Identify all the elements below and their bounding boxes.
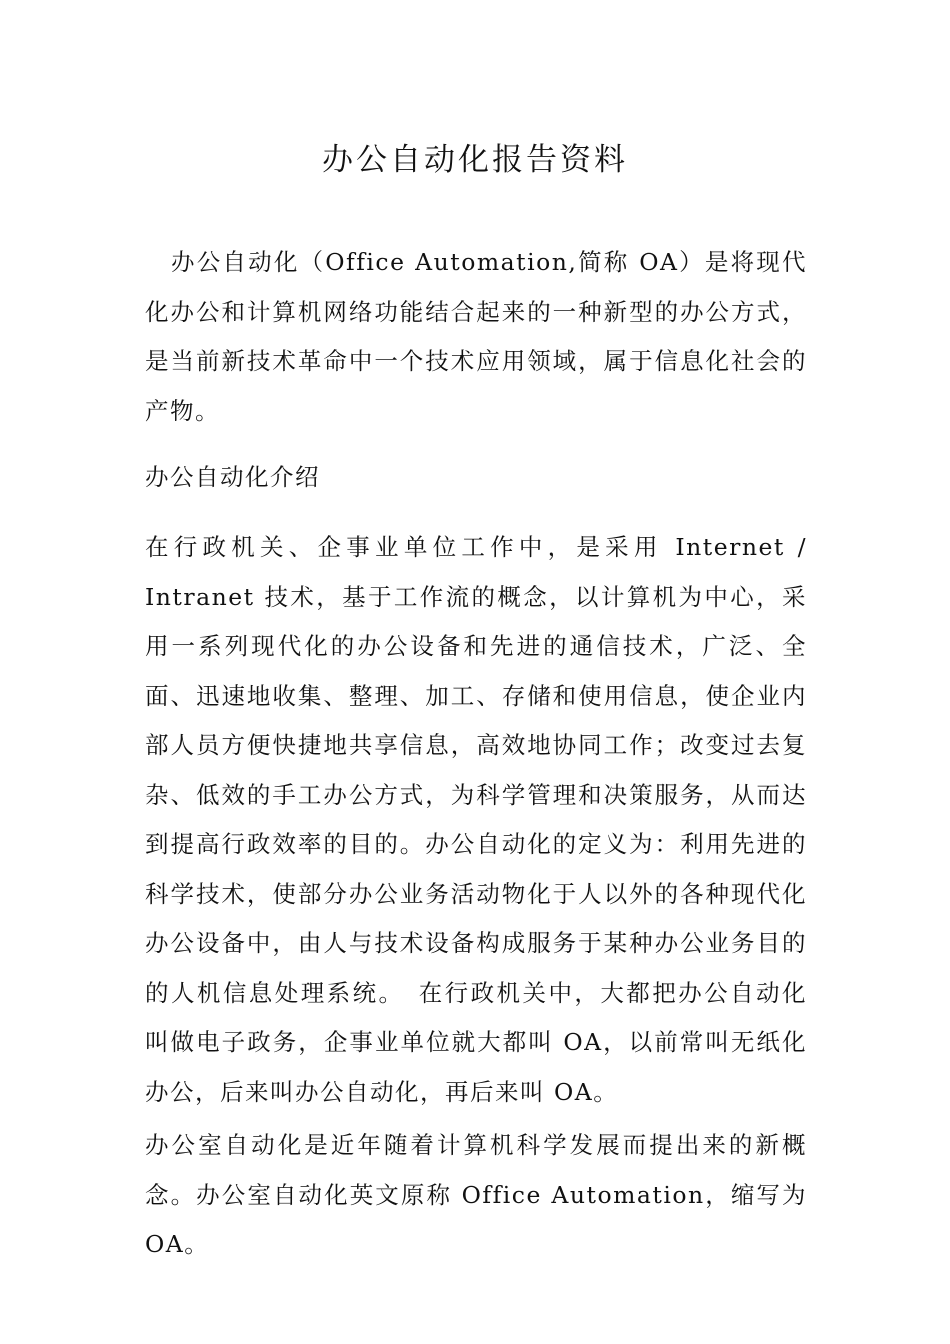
body-paragraph-1: 在行政机关、企事业单位工作中，是采用 Internet / Intranet 技术，基于工作流的概念，以计算机为中心，采用一系列现代化的办公设备和先进的通信技术，广泛、全面、迅速地收集、整理、加工、存储和使用信息，使企业内部人员方便快捷地共享信息，高效地协同工作；改变过去复杂、低效的手工办公方式，为科学管理和决策服务，从而达到提高行政效率的目的。办公自动化的定义为：利用先进的科学技术，使部分办公业务活动物化于人以外的各种现代化办公设备中，由人与技术设备构成服务于某种办公业务目的的人机信息处理系统。 在行政机关中，大都把办公自动化叫做电子政务，企事业单位就大都叫 OA，以前常叫无纸化办公，后来叫办公自动化，再后来叫 OA。 [145, 533, 807, 1106]
document-title: 办公自动化报告资料 [322, 142, 628, 178]
body-paragraph-2: 办公室自动化是近年随着计算机科学发展而提出来的新概念。办公室自动化英文原称 Office Automation，缩写为 OA。 [145, 1131, 807, 1258]
intro-paragraph: 办公自动化（Office Automation,简称 OA）是将现代化办公和计算机网络功能结合起来的一种新型的办公方式，是当前新技术革命中一个技术应用领域，属于信息化社会的产物。 [145, 248, 807, 425]
section-heading: 办公自动化介绍 [145, 463, 320, 491]
